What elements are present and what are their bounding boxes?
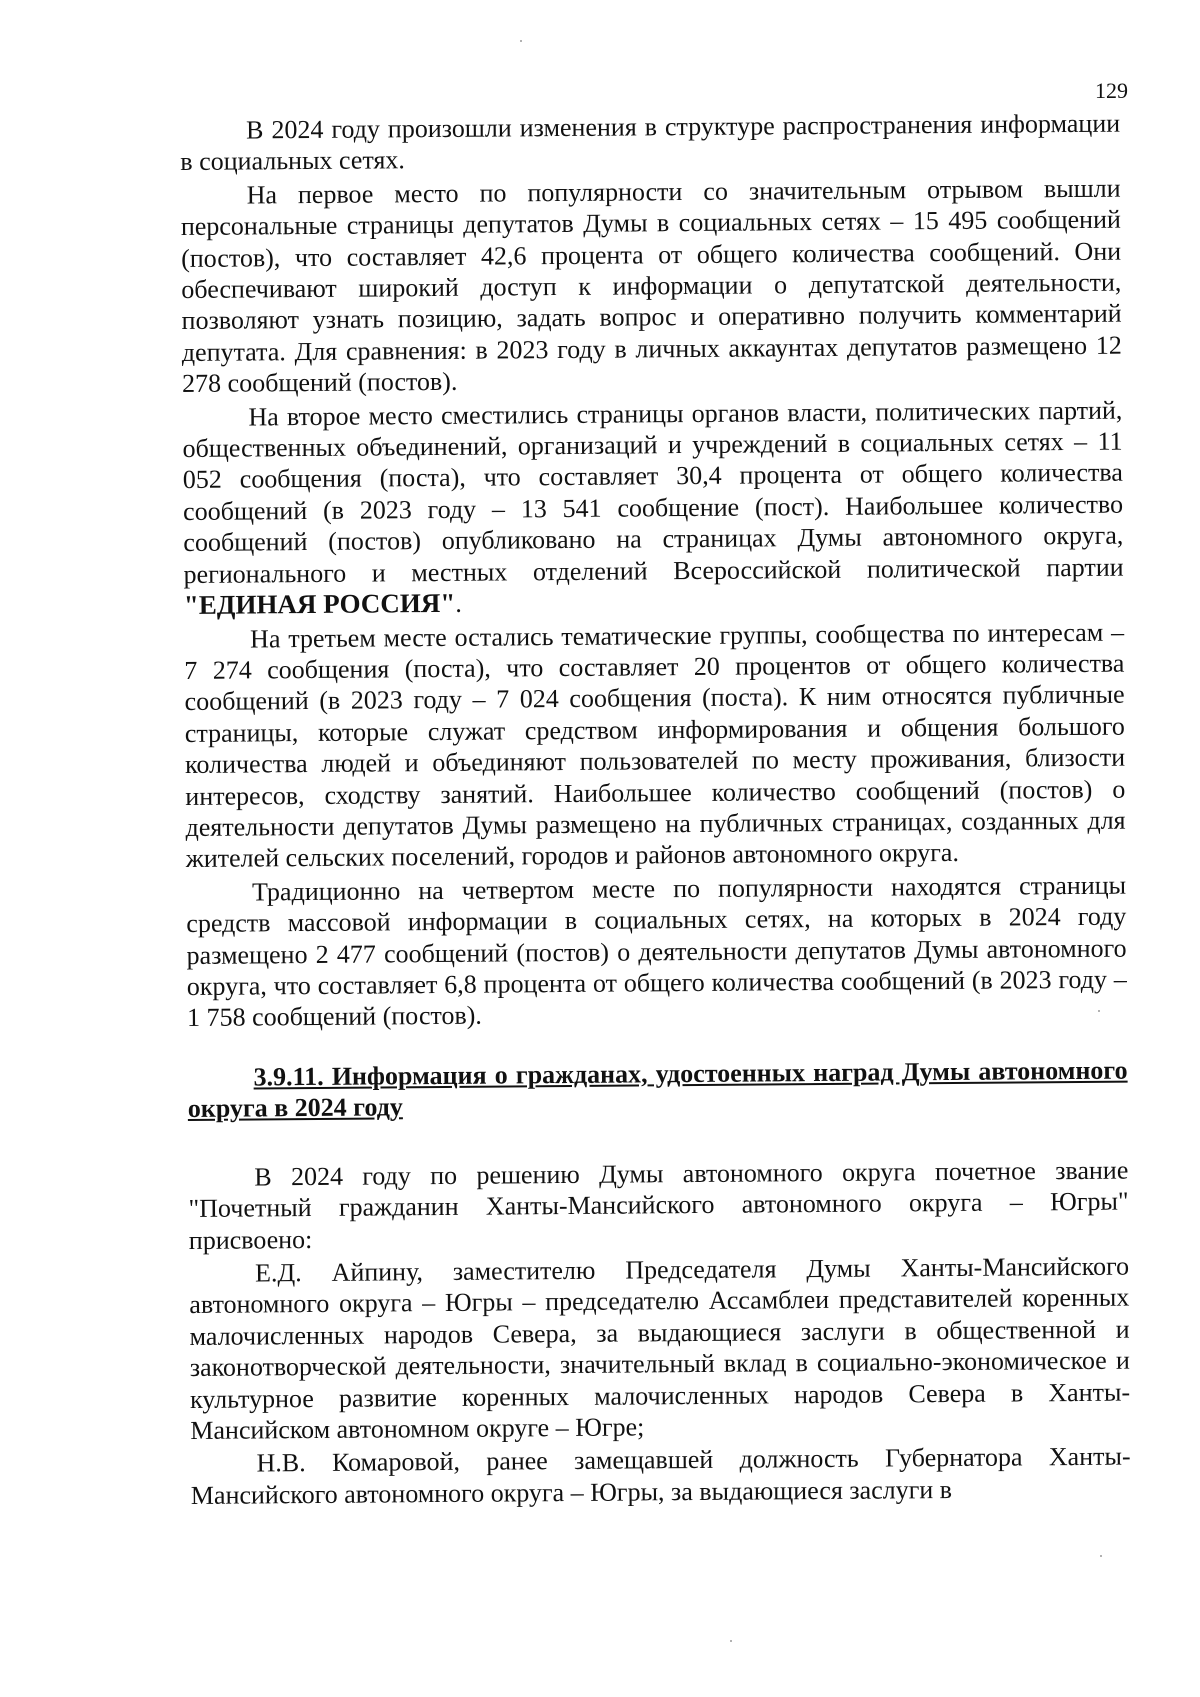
paragraph-first-place: На первое место по популярности со значительным отрывом вышли персональные страницы депутатов Думы в социальных сетях – 15 495 сообщений (постов), что составляет 42,6 процента от общего количества сообщений. Они обеспечивают широкий доступ к информации о депутатской деятельности, позволяют узнать позицию, задать вопрос и оперативно получить комментарий депутата. Для сравнения: в 2023 году в личных аккаунтах депутатов размещено 12 278 сообщений (постов). [180, 173, 1122, 399]
paragraph-fourth-place: Традиционно на четвертом месте по популярности находятся страницы средств массовой информации в социальных сетях, на которых в 2024 году размещено 2 477 сообщений (постов) о деятельности депутатов Думы автономного округа, что составляет 6,8 процента от общего количества сообщений (в 2023 году – 1 758 сообщений (постов). [186, 870, 1127, 1033]
page-number: 129 [1095, 78, 1128, 103]
section-heading: 3.9.11. Информация о гражданах, удостоенных наград Думы автономного округа в 2024 году [187, 1055, 1128, 1123]
scan-speck [1098, 1010, 1100, 1012]
scan-speck [520, 40, 522, 42]
paragraph-second-place-text: На второе место сместились страницы органов власти, политических партий, общественных объединений, организаций и учреждений в социальных сетях – 11 052 сообщения (поста), что составляет 30,4 процента от общего количества сообщений (в 2023 году – 13 541 сообщение (пост). Наибольшее количество сообщений (постов) опубликовано на страницах Думы автономного округа, регионального и местных отделений Всероссийской политической партии [182, 395, 1124, 589]
paragraph-komarova: Н.В. Комаровой, ранее замещавшей должность Губернатора Ханты-Мансийского автономного округа – Югры, за выдающиеся заслуги в [190, 1442, 1131, 1510]
paragraph-honorary-title: В 2024 году по решению Думы автономного округа почетное звание "Почетный гражданин Ханты-Мансийского автономного округа – Югры" присвоено: [188, 1155, 1129, 1255]
party-name: "ЕДИНАЯ РОССИЯ" [183, 587, 456, 621]
scan-speck [1100, 1555, 1102, 1557]
paragraph-structure-changes: В 2024 году произошли изменения в структуре распространения информации в социальных сетях. [180, 108, 1121, 177]
paragraph-third-place: На третьем месте остались тематические группы, сообщества по интересам – 7 274 сообщения (поста), что составляет 20 процентов от общего количества сообщений (в 2023 году – 7 024 сообщения (поста). К ним относятся публичные страницы, которые служат средством информирования и общения большого количества людей и объединяют пользователей по месту проживания, близости интересов, сходству занятий. Наибольшее количество сообщений (постов) о деятельности депутатов Думы размещено на публичных страницах, созданных для жителей сельских поселений, городов и районов автономного округа. [184, 617, 1126, 874]
scan-speck [730, 1640, 732, 1642]
document-body [180, 108, 1131, 1512]
paragraph-aipin: Е.Д. Айпину, заместителю Председателя Думы Ханты-Мансийского автономного округа – Югры – председателю Ассамблеи представителей коренных малочисленных народов Севера, за выдающиеся заслуги в общественной и законотворческой деятельности, значительный вклад в социально-экономическое и культурное развитие коренных малочисленных народов Севера в Ханты-Мансийском автономном округе – Югре; [189, 1251, 1131, 1445]
paragraph-second-place-end: . [455, 588, 462, 618]
paragraph-second-place [182, 394, 1124, 621]
